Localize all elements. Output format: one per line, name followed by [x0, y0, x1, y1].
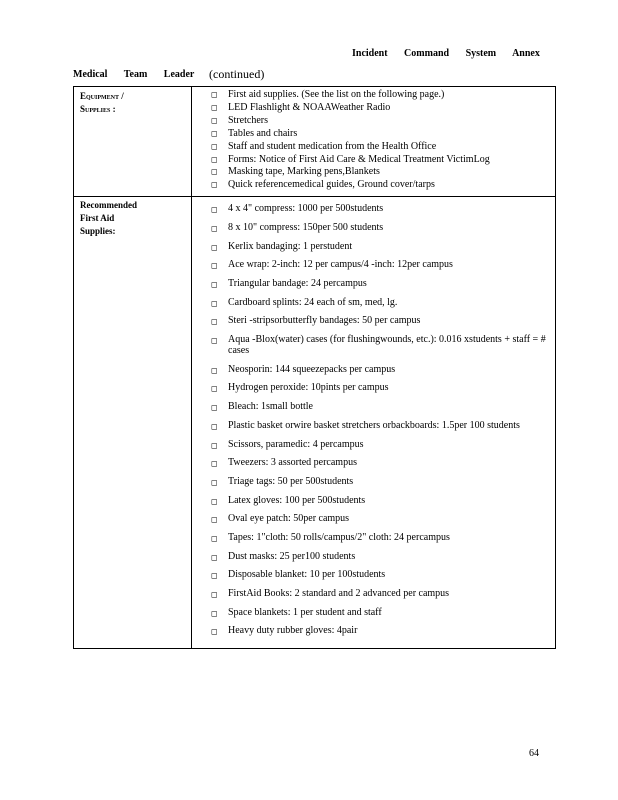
list-item-text: Scissors, paramedic: 4 percampus	[228, 438, 364, 450]
list-item	[211, 278, 549, 289]
list-item	[211, 401, 549, 412]
list-item-text: Ace wrap: 2-inch: 12 per campus/4 -inch: 12per campus	[228, 259, 453, 271]
checkbox-bullet-icon: ◻	[211, 608, 218, 618]
list-item	[211, 166, 549, 179]
recommended-label-cell	[74, 197, 192, 649]
list-item	[211, 259, 549, 270]
checkbox-bullet-icon: ◻	[211, 571, 218, 581]
checkbox-bullet-icon: ◻	[211, 280, 218, 289]
checkbox-bullet-icon: ◻	[211, 90, 218, 99]
recommended-list-cell	[192, 197, 556, 649]
list-item	[211, 315, 549, 326]
list-item-text: Plastic basket orwire basket stretchers orbackboards: 1.5per 100 students	[228, 419, 520, 431]
list-item-text: Disposable blanket: 10 per 100students	[228, 569, 386, 581]
equipment-label-cell	[74, 87, 192, 197]
list-item-text: Tables and chairs	[228, 127, 298, 139]
checkbox-bullet-icon: ◻	[211, 141, 218, 151]
checkbox-bullet-icon: ◻	[211, 515, 218, 525]
checkbox-bullet-icon: ◻	[211, 627, 218, 637]
list-item	[211, 203, 549, 214]
checkbox-bullet-icon: ◻	[211, 128, 218, 138]
checkbox-bullet-icon: ◻	[211, 477, 218, 487]
checkbox-bullet-icon: ◻	[211, 317, 218, 327]
checkbox-bullet-icon: ◻	[211, 552, 218, 562]
list-item-text: Heavy duty rubber gloves: 4pair	[228, 625, 358, 637]
list-item	[211, 102, 549, 115]
checkbox-bullet-icon: ◻	[211, 102, 218, 112]
list-item	[211, 241, 549, 252]
list-item-text: Triage tags: 50 per 500students	[228, 475, 354, 487]
list-item-text: 8 x 10" compress: 150per 500 students	[228, 221, 384, 233]
recommended-label-3: Supplies:	[80, 226, 116, 237]
list-item-text: LED Flashlight & NOAAWeather Radio	[228, 101, 391, 113]
list-item	[211, 334, 549, 356]
list-item	[211, 115, 549, 128]
list-item	[211, 625, 549, 636]
list-item-text: First aid supplies. (See the list on the following page.)	[228, 89, 445, 100]
list-item-text: Forms: Notice of First Aid Care & Medical Treatment VictimLog	[228, 153, 490, 165]
checkbox-bullet-icon: ◻	[211, 242, 218, 252]
list-item	[211, 297, 549, 308]
checkbox-bullet-icon: ◻	[211, 365, 218, 375]
checkbox-bullet-icon: ◻	[211, 590, 218, 599]
list-item-text: Bleach: 1small bottle	[228, 401, 313, 413]
equipment-row	[74, 87, 556, 197]
list-item-text: Space blankets: 1 per student and staff	[228, 606, 382, 618]
list-item	[211, 457, 549, 468]
list-item-text: Kerlix bandaging: 1 perstudent	[228, 240, 353, 252]
list-item	[211, 607, 549, 618]
recommended-row	[74, 197, 556, 649]
list-item	[211, 476, 549, 487]
checkbox-bullet-icon: ◻	[211, 421, 218, 431]
list-item	[211, 382, 549, 393]
list-item-text: Cardboard splints: 24 each of sm, med, lg.	[228, 296, 398, 308]
checkbox-bullet-icon: ◻	[211, 336, 218, 346]
list-item-text: Dust masks: 25 per100 students	[228, 550, 356, 562]
continued-label: (continued)	[209, 67, 265, 81]
list-item	[211, 154, 549, 167]
checkbox-bullet-icon: ◻	[211, 384, 218, 394]
checkbox-bullet-icon: ◻	[211, 223, 218, 233]
checkbox-bullet-icon: ◻	[211, 261, 218, 271]
recommended-label-1: Recommended	[80, 200, 137, 211]
recommended-list	[192, 197, 555, 648]
list-item	[211, 128, 549, 141]
list-item	[211, 222, 549, 233]
list-item-text: Triangular bandage: 24 percampus	[228, 278, 367, 289]
list-item	[211, 569, 549, 580]
list-item	[211, 179, 549, 192]
list-item-text: Staff and student medication from the Health Office	[228, 140, 437, 152]
role-title: Medical Team Leader	[73, 69, 195, 80]
list-item-text: Stretchers	[228, 114, 268, 126]
list-item	[211, 551, 549, 562]
equipment-list	[192, 87, 555, 196]
checkbox-bullet-icon: ◻	[211, 496, 218, 506]
checkbox-bullet-icon: ◻	[211, 440, 218, 450]
checkbox-bullet-icon: ◻	[211, 154, 218, 164]
list-item-text: Steri -stripsorbutterfly bandages: 50 per campus	[228, 315, 421, 327]
page-number: 64	[529, 748, 539, 759]
annex-title: Incident Command System Annex	[352, 48, 540, 59]
recommended-label-2: First Aid	[80, 213, 115, 224]
list-item-text: Aqua -Blox(water) cases (for flushingwounds, etc.): 0.016 xstudents + staff = # cases	[228, 334, 546, 357]
list-item	[211, 495, 549, 506]
list-item-text: Quick referencemedical guides, Ground cover/tarps	[228, 179, 435, 191]
list-item	[211, 141, 549, 154]
checkbox-bullet-icon: ◻	[211, 403, 218, 413]
list-item	[211, 588, 549, 599]
list-item	[211, 439, 549, 450]
list-item-text: Oval eye patch: 50per campus	[228, 513, 350, 525]
list-item-text: Hydrogen peroxide: 10pints per campus	[228, 382, 389, 394]
list-item-text: 4 x 4" compress: 1000 per 500students	[228, 203, 384, 215]
checkbox-bullet-icon: ◻	[211, 298, 218, 308]
list-item-text: Neosporin: 144 squeezepacks per campus	[228, 363, 396, 375]
checkbox-bullet-icon: ◻	[211, 533, 218, 543]
supplies-table	[73, 86, 556, 649]
list-item-text: FirstAid Books: 2 standard and 2 advanced per campus	[228, 588, 450, 599]
checkbox-bullet-icon: ◻	[211, 167, 218, 177]
list-item	[211, 364, 549, 375]
list-item-text: Latex gloves: 100 per 500students	[228, 494, 366, 506]
list-item-text: Tweezers: 3 assorted percampus	[228, 457, 357, 469]
supplies-label: Supplies :	[80, 104, 116, 114]
list-item	[211, 532, 549, 543]
checkbox-bullet-icon: ◻	[211, 115, 218, 125]
list-item	[211, 513, 549, 524]
list-item-text: Tapes: 1"cloth: 50 rolls/campus/2" cloth: 24 percampus	[228, 531, 450, 543]
checkbox-bullet-icon: ◻	[211, 459, 218, 469]
list-item-text: Masking tape, Marking pens,Blankets	[228, 166, 380, 178]
equipment-list-cell	[192, 87, 556, 197]
equipment-label: Equipment /	[80, 91, 124, 101]
checkbox-bullet-icon: ◻	[211, 180, 218, 190]
list-item	[211, 420, 549, 431]
list-item	[211, 89, 549, 102]
checkbox-bullet-icon: ◻	[211, 205, 218, 215]
